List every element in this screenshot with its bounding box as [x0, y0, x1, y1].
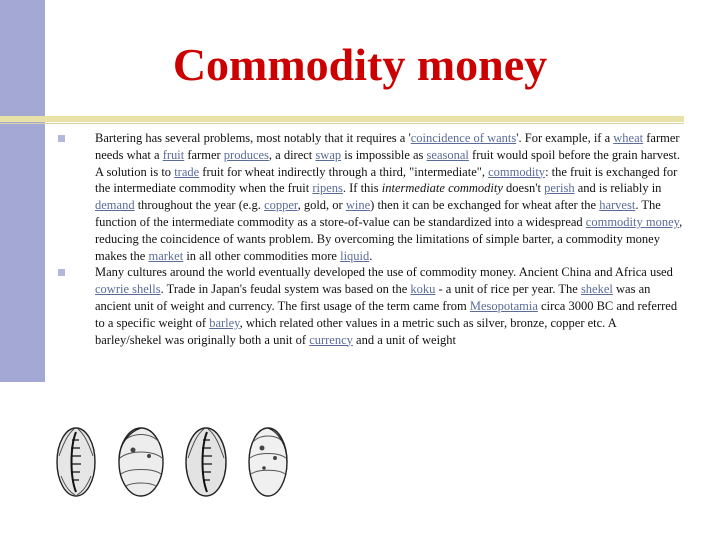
wiki-link[interactable]: trade: [174, 164, 200, 179]
cowrie-shell-icon: [119, 428, 163, 496]
wiki-link[interactable]: Mesopotamia: [469, 298, 538, 313]
body-text: farmer: [184, 147, 224, 162]
body-text: in all other commodities more: [183, 248, 341, 263]
square-bullet-icon: [58, 135, 65, 142]
body-text: ) then it can be exchanged for wheat after the: [370, 198, 600, 213]
bullet-item-bartering: [58, 130, 683, 264]
cowrie-shell-icon: [57, 428, 95, 496]
body-text: : the fruit is exchanged for the intermediate commodity when the fruit: [95, 164, 678, 196]
wiki-link[interactable]: demand: [95, 198, 135, 213]
wiki-link[interactable]: market: [148, 248, 184, 263]
body-text: , a direct: [268, 147, 316, 162]
wiki-link[interactable]: commodity: [488, 164, 546, 179]
cowrie-shell-icon: [186, 428, 226, 496]
wiki-link[interactable]: harvest: [599, 198, 636, 213]
bullet-text: [95, 130, 683, 264]
slide-title: Commodity money: [172, 39, 548, 90]
wiki-link[interactable]: perish: [544, 181, 575, 196]
wiki-link[interactable]: seasonal: [426, 147, 469, 162]
body-text: '. For example, if a: [516, 131, 614, 145]
body-text: doesn't: [502, 181, 545, 196]
body-text: farmer needs what a: [95, 131, 680, 162]
body-text: , reducing the coincidence of wants problem. By overcoming the limitations of simple barter, a commodity money makes the: [95, 214, 683, 263]
body-text: was an ancient unit of weight and currency. The first usage of the term came from: [95, 282, 651, 313]
square-bullet-icon: [58, 269, 65, 276]
title-underline-shadow: [0, 123, 684, 124]
wiki-link[interactable]: liquid: [340, 248, 370, 263]
title-underline: [0, 116, 684, 122]
body-text: fruit for wheat indirectly through a third, "intermediate",: [199, 164, 489, 179]
wiki-link[interactable]: commodity money: [585, 214, 680, 229]
body-text: . Trade in Japan's feudal system was based on the: [160, 282, 411, 297]
bullet-text: [95, 264, 683, 348]
slide-content: [58, 130, 683, 348]
wiki-link[interactable]: currency: [309, 332, 353, 347]
wiki-link[interactable]: produces: [223, 147, 269, 162]
body-text: . If this: [342, 181, 382, 196]
wiki-link[interactable]: coincidence of wants: [410, 131, 517, 145]
wiki-link[interactable]: cowrie shells: [95, 282, 161, 297]
body-text: circa 3000 BC and referred to a specific weight of: [95, 298, 678, 330]
body-text: is impossible as: [341, 147, 427, 162]
body-text: , which related other values in a metric such as silver, bronze, copper etc. A barley/shekel was originally both a unit of: [95, 315, 617, 347]
body-text: .: [369, 248, 373, 263]
body-text: . The function of the intermediate commodity as a store-of-value can be standardized into a widespread: [95, 198, 661, 229]
bullet-item-cultures: [58, 264, 683, 348]
body-text: Many cultures around the world eventually developed the use of commodity money. Ancient China and Africa used: [95, 265, 673, 280]
wiki-link[interactable]: ripens: [312, 181, 343, 196]
wiki-link[interactable]: fruit: [162, 147, 185, 162]
wiki-link[interactable]: copper: [264, 198, 298, 213]
cowrie-shell-icon: [249, 428, 287, 496]
wiki-link[interactable]: wheat: [613, 131, 644, 145]
cowrie-shells-illustration: [46, 420, 296, 500]
wiki-link[interactable]: barley: [209, 315, 240, 330]
wiki-link[interactable]: shekel: [580, 282, 613, 297]
body-text: throughout the year (e.g.: [134, 198, 265, 213]
body-text: , gold, or: [297, 198, 346, 213]
body-text: and a unit of weight: [352, 332, 457, 347]
wiki-link[interactable]: wine: [345, 198, 371, 213]
emphasis-text: intermediate commodity: [381, 181, 503, 196]
body-text: fruit would spoil before the grain harvest. A solution is to: [95, 147, 680, 179]
wiki-link[interactable]: swap: [315, 147, 342, 162]
body-text: and is reliably in: [574, 181, 662, 196]
wiki-link[interactable]: koku: [410, 282, 436, 297]
body-text: Bartering has several problems, most notably that it requires a ': [95, 131, 411, 145]
body-text: - a unit of rice per year. The: [435, 282, 581, 297]
